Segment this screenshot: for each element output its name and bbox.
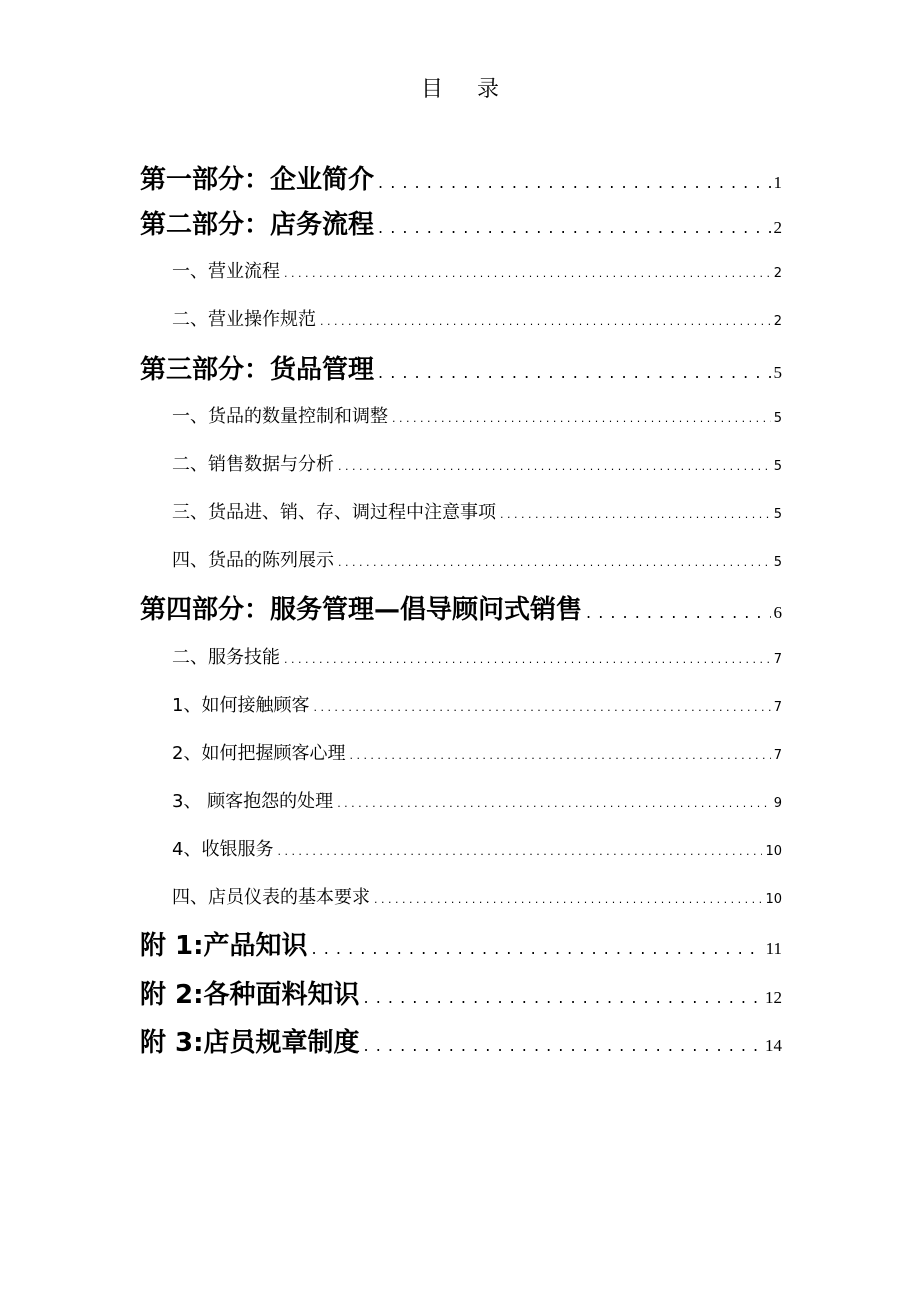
toc-page-number: 1: [773, 173, 782, 192]
toc-entry-label: 三、货品进、销、存、调过程中注意事项: [172, 502, 496, 523]
dot-leader: [338, 548, 771, 578]
dot-leader: [392, 404, 771, 434]
toc-entry-display[interactable]: [172, 546, 782, 576]
dot-leader: [586, 593, 770, 633]
toc-page-number: 5: [773, 411, 782, 426]
toc-entry-appendix-3[interactable]: [140, 1023, 782, 1063]
toc-page-number: 9: [773, 796, 782, 811]
toc-page-number: 6: [773, 603, 782, 622]
dot-leader: [320, 307, 771, 337]
toc-page-number: 11: [765, 939, 782, 958]
toc-entry-label: 一、营业流程: [172, 261, 280, 282]
toc-page-number: 5: [773, 363, 782, 382]
toc-entry-label: 四、店员仪表的基本要求: [172, 887, 370, 908]
toc-entry-sales-data[interactable]: [172, 450, 782, 480]
toc-entry-label: 四、货品的陈列展示: [172, 550, 334, 571]
toc-entry-complaints[interactable]: [172, 787, 782, 817]
toc-entry-part-1[interactable]: [140, 160, 782, 200]
toc-page-number: 7: [773, 748, 782, 763]
toc-entry-quantity-control[interactable]: [172, 402, 782, 432]
toc-entry-customer-psychology[interactable]: [172, 739, 782, 769]
toc-entry-service-skills[interactable]: [172, 643, 782, 673]
dot-leader: [349, 741, 770, 771]
dot-leader: [313, 693, 770, 723]
toc-entry-label: 第一部分：企业简介: [140, 165, 375, 195]
toc-entry-appearance[interactable]: [172, 883, 782, 913]
toc-entry-label: 附 1:产品知识: [140, 931, 308, 961]
dot-leader: [378, 353, 770, 393]
toc-entry-label: 附 3:店员规章制度: [140, 1028, 360, 1058]
toc-entry-appendix-2[interactable]: [140, 975, 782, 1015]
dot-leader: [277, 837, 762, 867]
toc-entry-approach-customers[interactable]: [172, 691, 782, 721]
dot-leader: [337, 789, 771, 819]
toc-entry-label: 4、收银服务: [172, 839, 274, 860]
toc-entry-inventory-notes[interactable]: [172, 498, 782, 528]
dot-leader: [338, 452, 771, 482]
dot-leader: [364, 978, 762, 1018]
toc-page-number: 7: [773, 700, 782, 715]
dot-leader: [284, 645, 771, 675]
toc-entry-operating-standards[interactable]: [172, 305, 782, 335]
toc-page-number: 10: [765, 844, 782, 859]
toc-entry-appendix-1[interactable]: [140, 926, 782, 966]
dot-leader: [500, 500, 771, 530]
toc-entry-business-process[interactable]: [172, 257, 782, 287]
toc-entry-part-2[interactable]: [140, 205, 782, 245]
toc-page-number: 5: [773, 459, 782, 474]
toc-entry-label: 1、如何接触顾客: [172, 695, 310, 716]
page-title: 目录: [420, 77, 533, 102]
dot-leader: [284, 259, 771, 289]
toc-page-number: 2: [773, 218, 782, 237]
toc-entry-label: 第三部分：货品管理: [140, 355, 375, 385]
toc-page-number: 7: [773, 652, 782, 667]
toc-entry-label: 二、销售数据与分析: [172, 454, 334, 475]
toc-entry-label: 第二部分：店务流程: [140, 210, 375, 240]
dot-leader: [378, 163, 770, 203]
toc-page-number: 2: [773, 266, 782, 281]
toc-page-number: 2: [773, 314, 782, 329]
toc-page-number: 10: [765, 892, 782, 907]
toc-entry-label: 2、如何把握顾客心理: [172, 743, 346, 764]
toc-page-number: 12: [765, 988, 782, 1007]
toc-page-number: 5: [773, 555, 782, 570]
toc-entry-label: 一、货品的数量控制和调整: [172, 406, 388, 427]
toc-entry-label: 二、服务技能: [172, 647, 280, 668]
toc-entry-label: 附 2:各种面料知识: [140, 980, 360, 1010]
toc-entry-label: 二、营业操作规范: [172, 309, 316, 330]
dot-leader: [364, 1026, 762, 1066]
toc-page-number: 5: [773, 507, 782, 522]
dot-leader: [374, 885, 762, 915]
toc-entry-part-4[interactable]: [140, 590, 782, 630]
dot-leader: [378, 208, 770, 248]
dot-leader: [312, 929, 763, 969]
toc-entry-label: 3、 顾客抱怨的处理: [172, 791, 334, 812]
toc-entry-cashier-service[interactable]: [172, 835, 782, 865]
toc-entry-label: 第四部分：服务管理—倡导顾问式销售: [140, 595, 583, 625]
toc-page-number: 14: [765, 1036, 782, 1055]
toc-entry-part-3[interactable]: [140, 350, 782, 390]
